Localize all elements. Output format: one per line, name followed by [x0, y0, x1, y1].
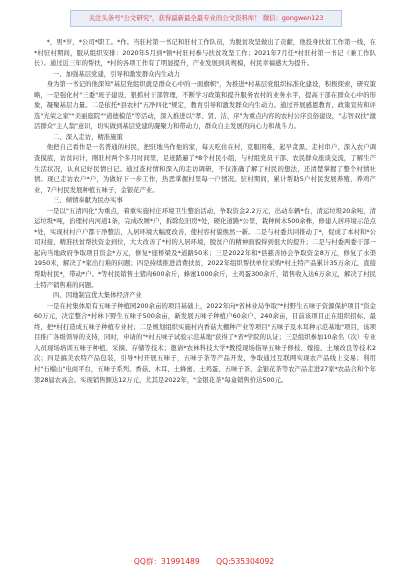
document-body [34, 38, 376, 544]
paragraph-section-2: 他把自己看作是一名普通的村民，把驻地当作他的家，每天吃住在村，克服困难，起早贪黑、走村串户、深入农户调查摸底，访贫问计，刚驻村两个多月时间里，足迹踏遍了*8个村民小组，与村组党员干部、农民群众座谈交流，了解生产生活状况，认真记好民情日记。通过查村情和深入的走访调研，不仅准确了解了村民的想法，还清楚掌握了整个村情社情。现已走访农户*户，为做好下一步工作，热恶掌握村里每一户情况。驻村期间，累计帮助5户村民发展养殖、养鸡产业，7户村民发展种植五味子、金银花产业。 [34, 144, 376, 194]
footer-contacts [0, 556, 408, 567]
paragraph-intro: *，男*岁，*公司*职工。*作。当驻村第一书记和驻村工作队员，为脱贫攻坚做出了贡献，他投身扶贫工作第一线，在*村驻村期间，服从组织安排：2020年5月到*镇*村驻村参与扶贫攻坚工作；2021年7月任*村驻村第一书记（兼工作队长）。通过近三年的帮扶，*村的各项工作有了明显提升，产业发展到具规模，村民幸福感大为提升。 [34, 39, 376, 68]
paragraph-section-3: 一是以"五清四化"为重点，着重实施村庄环境卫生整治活动，争取资金2.2万元，出动车辆*台，清运垃圾20余吨，清运垃圾*吨，治理村内河道1条，完成改厕*户，拆除危旧房*处，硬化道路*公里，栽种树木500余株，修建人居环境示范点*处，实现村村户户都干净整洁，人居环境大幅度改善，使村容村貌焕然一新。二是与村委共同推动了*，促成了本村和*公司对接，精准扶贫帮扶资金到位，大大改善了*村的人居环境，脱贫户的精神面貌得到很大的提升；二是与村委两委干部一起向当地政府争取项目资金*万元，修复*座桥梁及*道路50米；三是2022年和*县慈善协会争取资金8万元，修复了水渠1950米，解决了*家出行难的问题；四是持续推进消费扶贫，2022年组织帮扶单位采购*村土特产品累计35万余元，直接帮助村民*，带动*户、*等村民销售土猪肉600余斤，蜂蜜1000余斤，土鸡蛋300余斤，销售收入达6万余元，解决了村民土特产销售难的问题。 [34, 207, 376, 289]
paragraph-section-1: 身为第一书记的他深知"基层党组织就是群众心中的一面旗帜"，为推进*村基层党组织标准化建设，积极探索，研究策略，一是强化村"三委"班子建设，狠抓村干部管理，不断学习政策和提升服务农村的业务水平，提高干部在群众心中的形象，凝聚基层力量。二是依托*县农村"五净四化"规定，教育引导和激发群众内生动力。通过开展感恩教育、政策宣传和评选"光荣之家""美丽庭院""道德模范"等活动，深入推进以"孝、贤、洁、序"为重点内容的农村公序良俗建设，"志智双扶"激活群众"主人翁"意识，切实做到基层党建的凝聚力和带动力，群众自主发展的向心力和战斗力。 [34, 81, 376, 131]
section-heading-3: 三、倾情奉献为民办实事 [53, 197, 123, 205]
top-banner: 关注头条号"公文研究"，获得最新最全最专业的公文资料库！ 微信：gongwen123 [70, 10, 342, 27]
section-heading-2: 二、深入走访，精准施策 [53, 133, 123, 141]
qq-group-text: QQ群：31991489 [133, 557, 200, 566]
paragraph-section-4: 一是在村集体原有五味子种植园200余亩的项目基础上，2022年向*省林业局争取"*村野生五味子资源保护项目"资金60万元，决定整合*村林下野生五味子500余亩，新发展五味子种植户60余户、240余亩，目前该项目正在组织招标，最终，把*村打造成五味子种植专业村；二是规划组织实施村内香菇大棚种产业等项目"五味子及木耳种示范基地"项目，该项目推广各级领导的支持，同时，申请的"*村五味子试验示范基地"获得了*省*学院的认证；三是组织参加10余名（次）专业人员现场培训五味子种植、采摘、存储等技术；邀请*农林科技大学*教授现场指导五味子修枝、嫁接、土壤改良等技术2次；四是搞美农特产品包装，引导*村开展五味子，五味子茶等产品开发，争取通过互联网实现农产品线上交易；利用村"石榴山"电商平台，五味子系列、香菇、木耳、土蜂蜜、土鸡蛋、五味子茶、金银花茶等农产品走进27家*农品合和个年第28届农高会。实现销售额达12万元，尤其是2022年，"金银花茶"每盒销售价达500元。 [34, 302, 376, 384]
section-heading-4: 四、因地制宜优大集体经济产业 [53, 292, 142, 300]
section-heading-1: 一、加强基层党建，引导和激发群众内生动力 [53, 70, 180, 78]
qq-text: QQ:535304092 [216, 557, 275, 566]
